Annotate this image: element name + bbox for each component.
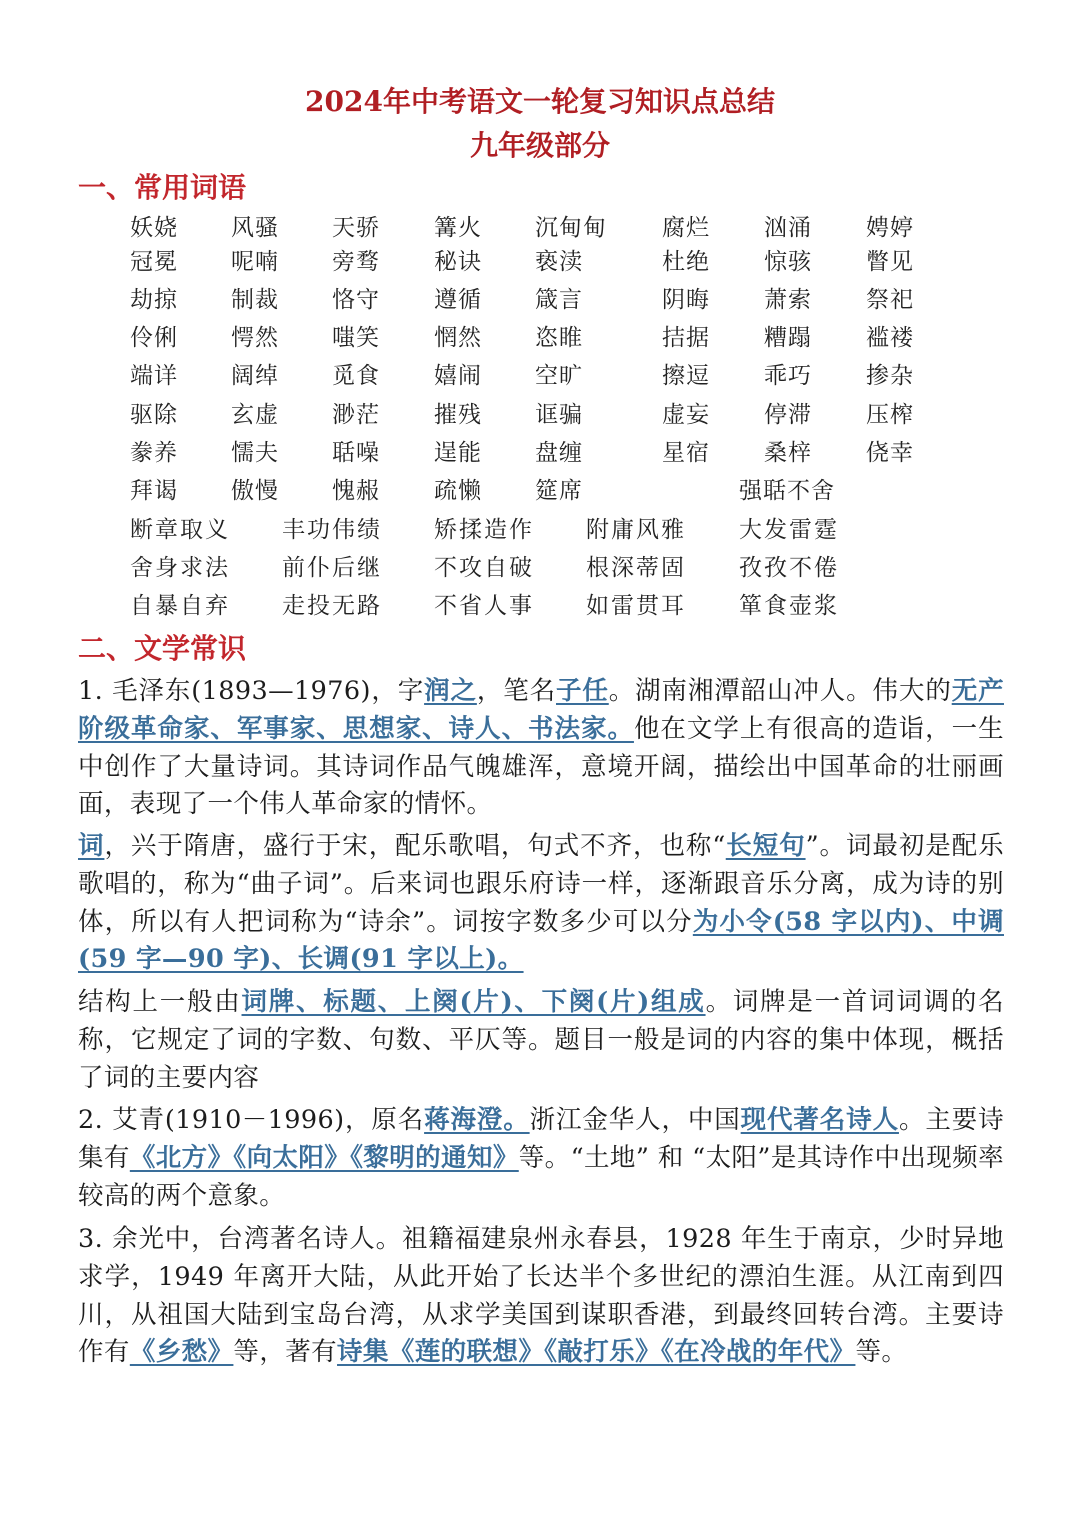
highlight-identity: 无产阶级革命家、军事家、思想家、诗人、书法家。	[78, 676, 1004, 744]
paragraph-ci-poetry: 词，兴于隋唐，盛行于宋，配乐歌唱，句式不齐，也称“长短句”。词最初是配乐歌唱的，称为“曲子词”。后来词也跟乐府诗一样，逐渐跟音乐分离，成为诗的别体，所以有人把词称为“诗余”。词按字数多少可以分为小令(58 字以内)、中调(59 字—90 字)、长调(91 字以上)。	[78, 831, 1004, 975]
vocabulary-word: 恣睢	[535, 325, 583, 351]
vocabulary-row	[0, 321, 1080, 355]
vocabulary-row	[0, 245, 1080, 279]
vocabulary-word: 祭祀	[866, 287, 914, 313]
vocabulary-word: 驱除	[130, 402, 178, 428]
vocabulary-word: 亵渎	[535, 249, 583, 275]
highlight-ci-categories: 为小令(58 字以内)、中调(59 字—90 字)、长调(91 字以上)。	[78, 906, 1004, 975]
highlight-modern-poet: 现代著名诗人	[740, 1105, 899, 1135]
vocabulary-word: 聒噪	[332, 440, 380, 466]
highlight-nostalgia: 《乡愁》	[129, 1337, 234, 1368]
section-heading-vocabulary: 一、常用词语	[78, 171, 247, 204]
document-subtitle: 九年级部分	[469, 129, 610, 162]
vocabulary-word: 侥幸	[866, 440, 914, 466]
vocabulary-word: 空旷	[535, 363, 583, 389]
highlight-poetry-collections: 《北方》《向太阳》《黎明的通知》	[129, 1142, 519, 1173]
vocabulary-word: 丰功伟绩	[282, 517, 382, 543]
vocabulary-word: 疏懒	[434, 478, 482, 504]
highlight-ci: 词	[78, 831, 105, 861]
vocabulary-word: 秘诀	[434, 249, 482, 275]
document-title: 2024年中考语文一轮复习知识点总结	[305, 85, 775, 118]
vocabulary-row	[0, 474, 1080, 508]
vocabulary-row	[0, 211, 1080, 245]
vocabulary-word: 呢喃	[231, 249, 279, 275]
vocabulary-word: 觅食	[332, 363, 380, 389]
paragraph-ci-structure: 结构上一般由词牌、标题、上阕(片)、下阕(片)组成。词牌是一首词词调的名称，它规定了词的字数、句数、平仄等。题目一般是词的内容的集中体现，概括了词的主要内容	[78, 987, 1004, 1093]
vocabulary-word: 旁骛	[332, 249, 380, 275]
vocabulary-word: 乖巧	[764, 363, 812, 389]
vocabulary-word: 逞能	[434, 440, 482, 466]
vocabulary-word: 筵席	[535, 478, 583, 504]
vocabulary-word: 褴褛	[866, 325, 914, 351]
vocabulary-word: 不攻自破	[434, 555, 534, 581]
vocabulary-word: 箴言	[535, 287, 583, 313]
vocabulary-word: 劫掠	[130, 287, 178, 313]
vocabulary-word: 愕然	[231, 325, 279, 351]
vocabulary-word: 停滞	[764, 402, 812, 428]
vocabulary-word: 沉甸甸	[535, 215, 607, 241]
vocabulary-word: 矫揉造作	[434, 517, 534, 543]
vocabulary-word: 端详	[130, 363, 178, 389]
vocabulary-word: 妖娆	[130, 215, 178, 241]
vocabulary-word: 玄虚	[231, 402, 279, 428]
vocabulary-word: 糟蹋	[764, 325, 812, 351]
vocabulary-word: 根深蒂固	[586, 555, 686, 581]
vocabulary-word: 阔绰	[231, 363, 279, 389]
vocabulary-word: 不省人事	[434, 593, 534, 619]
vocabulary-word: 伶俐	[130, 325, 178, 351]
vocabulary-word: 风骚	[231, 215, 279, 241]
vocabulary-row	[0, 283, 1080, 317]
highlight-pen-name: 子任	[556, 676, 609, 706]
vocabulary-word: 天骄	[332, 215, 380, 241]
vocabulary-row	[0, 359, 1080, 393]
vocabulary-word: 傲慢	[231, 478, 279, 504]
section-heading-literature: 二、文学常识	[78, 632, 247, 665]
vocabulary-word: 豢养	[130, 440, 178, 466]
vocabulary-word: 盘缠	[535, 440, 583, 466]
vocabulary-word: 腐烂	[662, 215, 710, 241]
vocabulary-word: 摧残	[434, 402, 482, 428]
vocabulary-row	[0, 436, 1080, 470]
vocabulary-word: 拮据	[662, 325, 710, 351]
vocabulary-word: 压榨	[866, 402, 914, 428]
vocabulary-word: 走投无路	[282, 593, 382, 619]
vocabulary-word: 断章取义	[130, 517, 230, 543]
vocabulary-word: 自暴自弃	[130, 593, 230, 619]
vocabulary-word: 嗤笑	[332, 325, 380, 351]
vocabulary-word: 嬉闹	[434, 363, 482, 389]
vocabulary-word: 渺茫	[332, 402, 380, 428]
vocabulary-word: 箪食壶浆	[739, 593, 839, 619]
vocabulary-word: 冠冕	[130, 249, 178, 275]
vocabulary-word: 掺杂	[866, 363, 914, 389]
vocabulary-word: 杜绝	[662, 249, 710, 275]
vocabulary-word: 如雷贯耳	[586, 593, 686, 619]
vocabulary-word: 诓骗	[535, 402, 583, 428]
vocabulary-word: 懦夫	[231, 440, 279, 466]
highlight-collections: 诗集《莲的联想》《敲打乐》《在冷战的年代》	[337, 1337, 856, 1368]
vocabulary-word: 篝火	[434, 215, 482, 241]
highlight-courtesy-name: 润之	[424, 676, 477, 706]
vocabulary-word: 附庸风雅	[586, 517, 686, 543]
vocabulary-word: 桑梓	[764, 440, 812, 466]
vocabulary-word: 强聒不舍	[739, 478, 835, 504]
vocabulary-row	[0, 589, 1080, 623]
vocabulary-word: 虚妄	[662, 402, 710, 428]
vocabulary-row	[0, 398, 1080, 432]
vocabulary-word: 孜孜不倦	[739, 555, 839, 581]
vocabulary-word: 萧索	[764, 287, 812, 313]
vocabulary-word: 拜谒	[130, 478, 178, 504]
highlight-long-short-lines: 长短句	[725, 831, 806, 861]
vocabulary-word: 恪守	[332, 287, 380, 313]
vocabulary-word: 瞥见	[866, 249, 914, 275]
vocabulary-row	[0, 551, 1080, 585]
vocabulary-word: 愧赧	[332, 478, 380, 504]
paragraph-ai-qing: 2. 艾青(1910－1996)，原名蒋海澄。浙江金华人，中国现代著名诗人。主要诗集有《北方》《向太阳》《黎明的通知》等。“土地” 和 “太阳”是其诗作中出现频率较高的两个意象。	[78, 1105, 1004, 1211]
paragraph-mao-zedong: 1. 毛泽东(1893—1976)，字润之，笔名子任。湖南湘潭韶山冲人。伟大的无产阶级革命家、军事家、思想家、诗人、书法家。他在文学上有很高的造诣，一生中创作了大量诗词。其诗词作品气魄雄浑，意境开阔，描绘出中国革命的壮丽画面，表现了一个伟人革命家的情怀。	[78, 676, 1004, 820]
vocabulary-word: 娉婷	[866, 215, 914, 241]
vocabulary-word: 阴晦	[662, 287, 710, 313]
vocabulary-word: 遵循	[434, 287, 482, 313]
vocabulary-row	[0, 513, 1080, 547]
vocabulary-word: 擦逗	[662, 363, 710, 389]
vocabulary-word: 惘然	[434, 325, 482, 351]
vocabulary-word: 前仆后继	[282, 555, 382, 581]
highlight-ci-parts: 词牌、标题、上阕(片)、下阕(片)组成	[241, 987, 706, 1017]
vocabulary-word: 制裁	[231, 287, 279, 313]
vocabulary-word: 汹涌	[764, 215, 812, 241]
vocabulary-word: 惊骇	[764, 249, 812, 275]
vocabulary-word: 舍身求法	[130, 555, 230, 581]
vocabulary-word: 星宿	[662, 440, 710, 466]
highlight-original-name: 蒋海澄。	[424, 1105, 530, 1135]
paragraph-yu-guangzhong: 3. 余光中，台湾著名诗人。祖籍福建泉州永春县，1928 年生于南京，少时异地求学，1949 年离开大陆，从此开始了长达半个多世纪的漂泊生涯。从江南到四川，从祖国大陆到宝岛台湾，从求学美国到谋职香港，到最终回转台湾。主要诗作有《乡愁》等，著有诗集《莲的联想》《敲打乐》《在冷战的年代》等。	[78, 1224, 1004, 1368]
vocabulary-word: 大发雷霆	[739, 517, 839, 543]
